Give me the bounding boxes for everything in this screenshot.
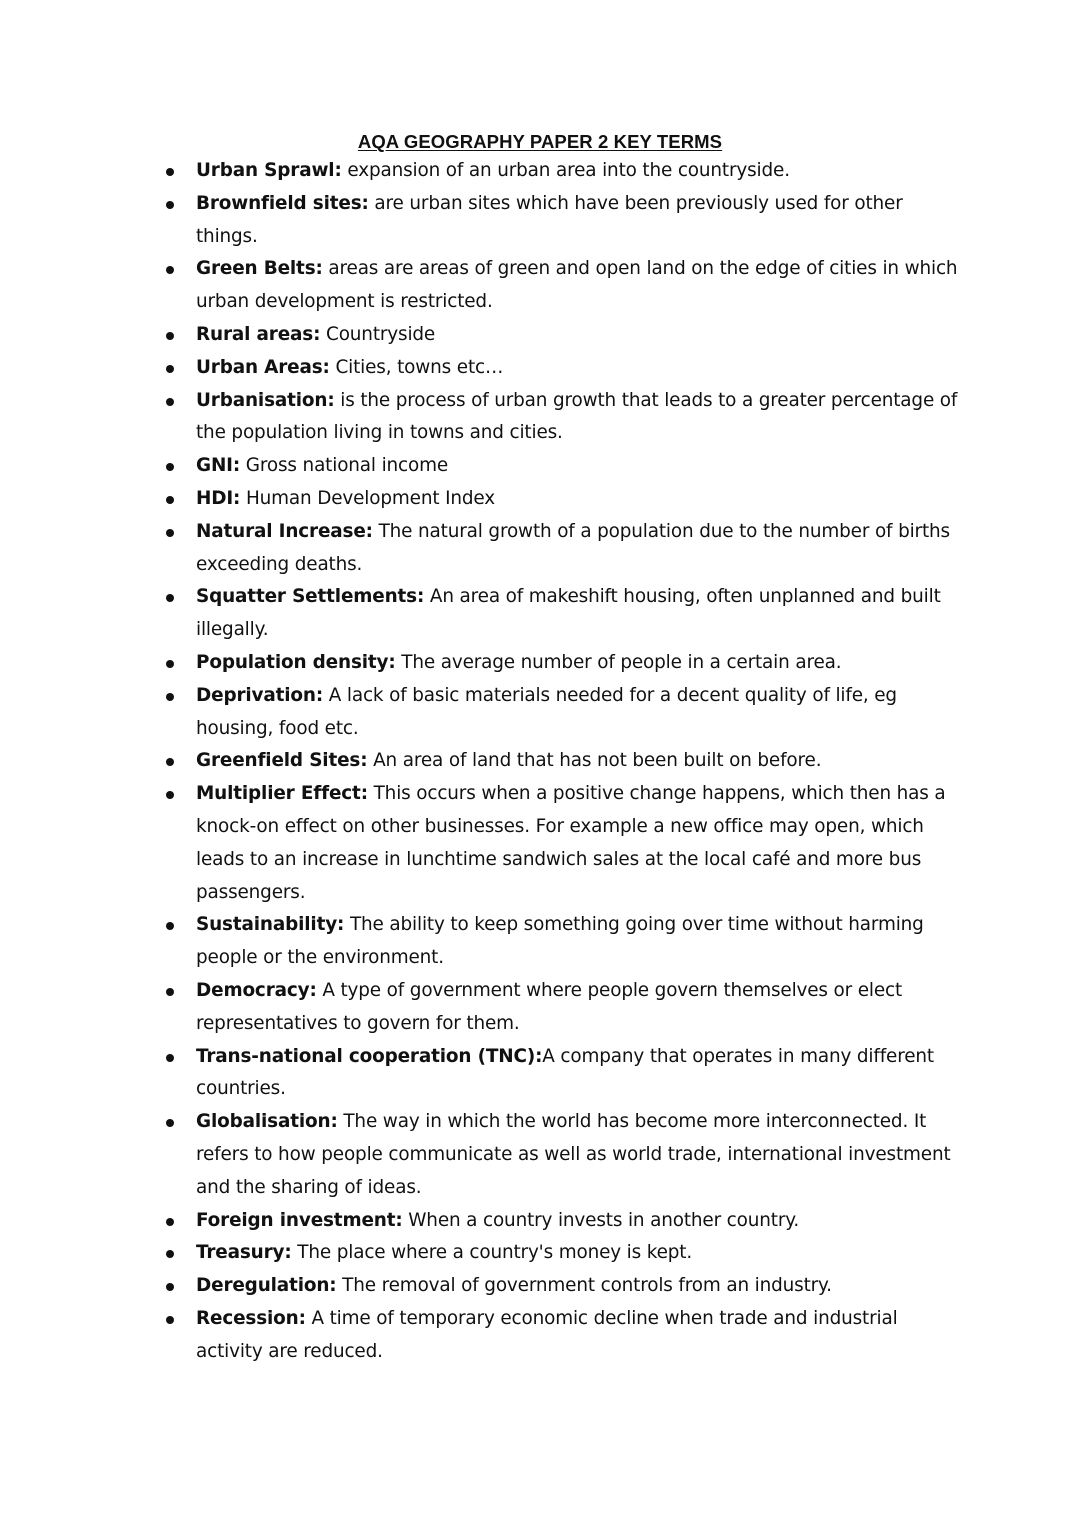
term-definition: Cities, towns etc… [329,356,504,378]
list-item [0,253,1080,319]
term-definition: Human Development Index [240,487,495,509]
list-item [0,1205,1080,1238]
term-definition: The place where a country's money is kept. [291,1242,693,1264]
document-title: AQA GEOGRAPHY PAPER 2 KEY TERMS [357,131,723,152]
term-name: Deregulation: [196,1275,337,1297]
term-definition: The ability to keep something going over time without harming people or the environment. [196,914,924,969]
term-name: Globalisation: [196,1111,338,1133]
term-name: Green Belts: [196,258,323,280]
bullet-icon [166,1316,174,1324]
term-name: Urban Sprawl: [196,160,342,181]
bullet-icon [166,594,174,602]
key-terms-list [0,155,1080,1368]
list-item [0,188,1080,254]
term-name: GNI: [196,455,241,477]
term-definition: A type of government where people govern themselves or elect representatives to govern for them. [196,979,903,1034]
bullet-icon [166,660,174,668]
term-name: Natural Increase: [196,520,373,542]
list-item [0,680,1080,746]
term-name: Squatter Settlements: [196,586,425,608]
term-name: Rural areas: [196,323,321,345]
bullet-icon [166,168,174,176]
list-item [0,909,1080,975]
bullet-icon [166,398,174,406]
list-item [0,450,1080,483]
term-name: Multiplier Effect: [196,783,368,805]
term-definition: When a country invests in another country. [402,1209,800,1231]
list-item [0,1041,1080,1107]
term-definition: is the process of urban growth that leads to a greater percentage of the population living in towns and cities. [196,389,958,444]
list-item [0,385,1080,451]
list-item [0,1237,1080,1270]
bullet-icon [166,988,174,996]
term-definition: Gross national income [240,455,449,477]
term-definition: areas are areas of green and open land on the edge of cities in which urban development is restricted. [196,258,958,313]
term-name: Brownfield sites: [196,192,369,214]
bullet-icon [166,463,174,471]
bullet-icon [166,496,174,504]
bullet-icon [166,791,174,799]
bullet-icon [166,266,174,274]
term-name: Trans-national cooperation (TNC): [196,1045,543,1067]
bullet-icon [166,1054,174,1062]
term-name: Sustainability: [196,914,345,936]
term-definition: expansion of an urban area into the countryside. [341,160,790,181]
bullet-icon [166,1218,174,1226]
list-item [0,1270,1080,1303]
term-name: Recession: [196,1307,306,1329]
term-name: Democracy: [196,979,317,1001]
list-item [0,975,1080,1041]
term-definition: A company that operates in many different countries. [196,1045,934,1100]
list-item [0,1303,1080,1369]
list-item [0,483,1080,516]
bullet-icon [166,758,174,766]
list-item [0,319,1080,352]
term-name: Treasury: [196,1242,292,1264]
list-item [0,745,1080,778]
list-item [0,647,1080,680]
term-name: Greenfield Sites: [196,750,368,772]
term-definition: The way in which the world has become more interconnected. It refers to how people communicate as well as world trade, international investment and the sharing of ideas. [196,1111,951,1198]
bullet-icon [166,1119,174,1127]
term-definition: The removal of government controls from an industry. [336,1275,832,1297]
term-name: Urban Areas: [196,356,330,378]
bullet-icon [166,365,174,373]
bullet-icon [166,201,174,209]
bullet-icon [166,529,174,537]
term-name: Deprivation: [196,684,324,706]
list-item [0,581,1080,647]
bullet-icon [166,1283,174,1291]
bullet-icon [166,922,174,930]
term-name: Foreign investment: [196,1209,403,1231]
term-definition: are urban sites which have been previously used for other things. [196,192,903,247]
list-item [0,352,1080,385]
term-definition: An area of land that has not been built on before. [367,750,822,772]
term-name: Urbanisation: [196,389,335,411]
list-item [0,778,1080,909]
term-definition: The natural growth of a population due to the number of births exceeding deaths. [196,520,950,575]
bullet-icon [166,332,174,340]
term-definition: An area of makeshift housing, often unplanned and built illegally. [196,586,941,641]
term-name: HDI: [196,487,241,509]
bullet-icon [166,693,174,701]
term-definition: A time of temporary economic decline when trade and industrial activity are reduced. [196,1307,898,1362]
bullet-icon [166,1250,174,1258]
list-item [0,1106,1080,1204]
term-definition: A lack of basic materials needed for a decent quality of life, eg housing, food etc. [196,684,897,739]
list-item [0,155,1080,188]
list-item [0,516,1080,582]
term-definition: Countryside [320,323,436,345]
term-name: Population density: [196,651,396,673]
term-definition: The average number of people in a certain area. [395,651,842,673]
term-definition: This occurs when a positive change happens, which then has a knock-on effect on other businesses. For example a new office may open, which leads to an increase in lunchtime sandwich sales at the local café and more bus passengers. [196,783,946,903]
